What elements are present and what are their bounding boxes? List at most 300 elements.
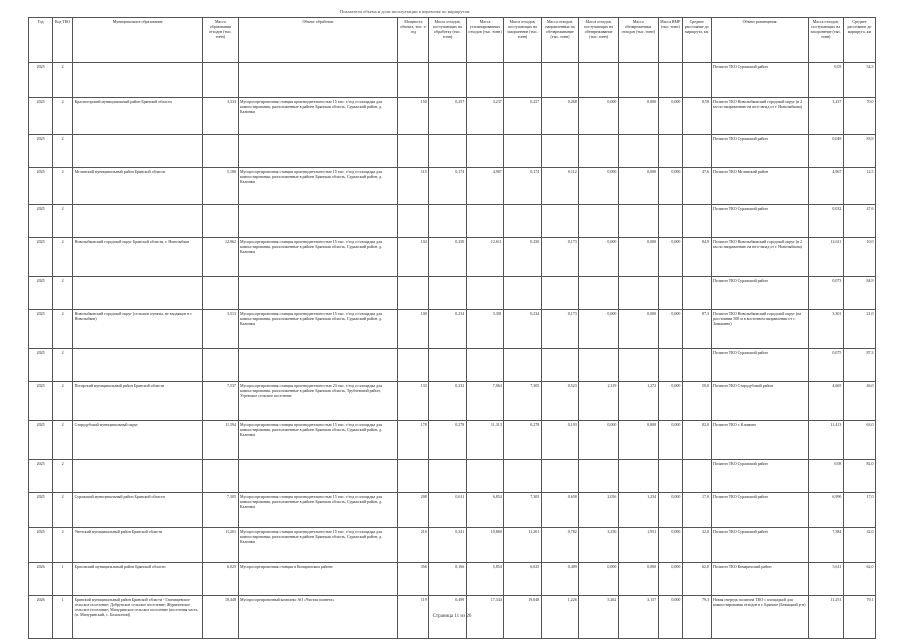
- table-cell-mun: Суражский муниципальный район Брянской области: [73, 493, 203, 528]
- table-cell-v2: 5,854: [466, 563, 503, 596]
- table-cell-v2: [466, 277, 503, 310]
- table-cell-v6: 0,000: [618, 168, 658, 205]
- column-header: Объект обработки: [238, 18, 398, 63]
- table-cell-v7: 0,000: [658, 382, 682, 421]
- table-cell-v3: 0,250: [504, 238, 541, 277]
- table-row: [29, 98, 876, 135]
- table-row: [29, 528, 876, 563]
- table-row: [29, 63, 876, 98]
- table-cell-v5: [579, 349, 619, 382]
- table-cell-v2: 12,611: [466, 238, 503, 277]
- table-cell-dist: [682, 349, 711, 382]
- table-cell-v7: 0,000: [658, 596, 682, 639]
- table-cell-cap: [398, 349, 429, 382]
- table-cell-code: 2: [53, 168, 73, 205]
- column-header: Код ТКО: [53, 18, 73, 63]
- table-cell-cap: 178: [398, 421, 429, 460]
- table-cell-v3: 0,278: [504, 421, 541, 460]
- table-cell-year: 2025: [29, 205, 53, 238]
- table-cell-year: 2025: [29, 528, 53, 563]
- table-cell-mun: Погарский муниципальный район Брянской области: [73, 382, 203, 421]
- table-cell-place: Полигон ТКО Новозыбковский городской округ (в 2 км по направлению на юго-запад от г. Новозыбкова): [711, 98, 808, 135]
- table-cell-m2: 11,413: [808, 421, 843, 460]
- table-cell-v7: 0,000: [658, 238, 682, 277]
- table-cell-d2: 87,3: [843, 349, 875, 382]
- table-cell-dist: 47,6: [682, 168, 711, 205]
- table-cell-v4: [541, 205, 578, 238]
- table-cell-year: 2025: [29, 460, 53, 493]
- column-header: Год: [29, 18, 53, 63]
- table-cell-v6: 0,000: [618, 421, 658, 460]
- table-cell-code: 2: [53, 135, 73, 168]
- column-header: Муниципальное образование: [73, 18, 203, 63]
- table-cell-v5: 0,000: [579, 563, 619, 596]
- table-cell-code: 2: [53, 421, 73, 460]
- table-cell-v1: [429, 460, 466, 493]
- table-cell-mun: [73, 135, 203, 168]
- table-cell-v5: 0,000: [579, 421, 619, 460]
- table-cell-obj: Мусоросортировочная станция производительностью 15 тыс. т/год и площадка для компостирования, расположенные в районе Брянская область, Суражский район, д. Калинки: [238, 238, 398, 277]
- table-cell-v7: [658, 205, 682, 238]
- column-header: Масса отходов, поступающих на обезвреживание (тыс. тонн): [579, 18, 619, 63]
- table-cell-d2: 17,0: [843, 493, 875, 528]
- table-cell-v5: [579, 277, 619, 310]
- table-cell-v4: 0,409: [541, 563, 578, 596]
- table-cell-year: 2025: [29, 349, 53, 382]
- table-cell-place: Полигон ТКО Суражский район: [711, 460, 808, 493]
- table-cell-d2: 32,0: [843, 528, 875, 563]
- table-cell-v6: [618, 349, 658, 382]
- table-cell-v7: 0,000: [658, 168, 682, 205]
- table-cell-code: 2: [53, 528, 73, 563]
- table-cell-cap: 208: [398, 493, 429, 528]
- table-cell-v5: 2,056: [579, 493, 619, 528]
- table-cell-mun: Брасовский муниципальный район Брянской области: [73, 563, 203, 596]
- table-cell-dist: 32,0: [682, 528, 711, 563]
- table-cell-cap: [398, 135, 429, 168]
- table-cell-m2: 4,665: [808, 382, 843, 421]
- table-cell-v2: 11,313: [466, 421, 503, 460]
- table-cell-d2: 21,0: [843, 310, 875, 349]
- table-cell-v5: 3,250: [579, 528, 619, 563]
- super-header: Показатели объема и доли эксплуатации в перевозке по маршрутам: [340, 9, 470, 14]
- table-cell-v4: [541, 349, 578, 382]
- table-cell-place: Полигон ТКО Новозыбковский городской округ (на расстоянии 500 м в восточном направлении от с. Замишево): [711, 310, 808, 349]
- page-footer: Страница 11 из 26: [432, 614, 472, 619]
- table-cell-obj: Мусоросортировочная станция производительностью 15 тыс. т/год и площадка для компостирования, расположенные в районе Брянская область, Суражский район, д. Калинки: [238, 98, 398, 135]
- table-cell-v7: [658, 277, 682, 310]
- table-cell-v4: 0,268: [541, 98, 578, 135]
- table-cell-v4: [541, 63, 578, 98]
- column-header: Масса образования отходов (тыс. тонн): [203, 18, 238, 63]
- table-cell-dist: [682, 277, 711, 310]
- table-cell-year: 2025: [29, 493, 53, 528]
- table-cell-m2: 0,05: [808, 63, 843, 98]
- table-cell-mass: [203, 277, 238, 310]
- table-cell-m2: 0,073: [808, 277, 843, 310]
- table-cell-obj: [238, 460, 398, 493]
- table-cell-m2: 0,032: [808, 205, 843, 238]
- table-cell-cap: 119: [398, 596, 429, 639]
- table-cell-v4: [541, 135, 578, 168]
- table-cell-v4: 0,173: [541, 310, 578, 349]
- table-cell-v7: 0,000: [658, 421, 682, 460]
- table-cell-obj: Мусоросортировочная станция производительностью 15 тыс. т/год и площадка для компостирования, расположенные в районе Брянская область, Суражский район, д. Калинки: [238, 493, 398, 528]
- table-cell-code: 2: [53, 349, 73, 382]
- table-cell-mass: 6,025: [203, 563, 238, 596]
- table-cell-d2: 10,0: [843, 238, 875, 277]
- table-row: [29, 135, 876, 168]
- table-cell-v5: 0,000: [579, 238, 619, 277]
- table-cell-cap: [398, 460, 429, 493]
- table-cell-dist: [682, 63, 711, 98]
- table-cell-v1: 0,499: [429, 596, 466, 639]
- table-cell-v1: 0,278: [429, 421, 466, 460]
- table-cell-v2: 10,860: [466, 528, 503, 563]
- table-cell-d2: 84,9: [843, 277, 875, 310]
- table-cell-cap: 133: [398, 382, 429, 421]
- table-cell-v3: 7,305: [504, 493, 541, 528]
- table-cell-v7: 0,000: [658, 563, 682, 596]
- table-cell-v7: 0,000: [658, 493, 682, 528]
- table-cell-v5: 0,000: [579, 168, 619, 205]
- table-cell-mass: [203, 349, 238, 382]
- table-cell-v2: 17,344: [466, 596, 503, 639]
- table-cell-v6: [618, 205, 658, 238]
- table-cell-obj: [238, 63, 398, 98]
- table-cell-cap: [398, 205, 429, 238]
- table-cell-v3: 0,234: [504, 310, 541, 349]
- table-cell-v4: 1,226: [541, 596, 578, 639]
- table-cell-v4: [541, 277, 578, 310]
- table-cell-v1: [429, 277, 466, 310]
- table-cell-v6: 1,272: [618, 382, 658, 421]
- table-cell-mun: [73, 277, 203, 310]
- table-cell-place: Полигон ТКО Суражский район: [711, 493, 808, 528]
- table-cell-v6: 0,000: [618, 98, 658, 135]
- table-header-row: [29, 18, 876, 63]
- table-cell-d2: 82,0: [843, 460, 875, 493]
- column-header: Масса отходов, поступающих на захоронение (тыс. тонн): [808, 18, 843, 63]
- table-cell-cap: 104: [398, 238, 429, 277]
- table-cell-obj: [238, 277, 398, 310]
- table-cell-dist: 17,0: [682, 493, 711, 528]
- table-cell-v6: [618, 460, 658, 493]
- table-cell-cap: [398, 63, 429, 98]
- table-cell-v3: [504, 205, 541, 238]
- column-header: Мощность объекта, тыс. т/год: [398, 18, 429, 63]
- column-header: Среднее расстояние до маршрута, км: [682, 18, 711, 63]
- table-row: [29, 277, 876, 310]
- table-cell-mass: 3,333: [203, 98, 238, 135]
- table-row: [29, 310, 876, 349]
- table-cell-place: Полигон ТКО Комаричский район: [711, 563, 808, 596]
- table-cell-year: 2025: [29, 421, 53, 460]
- table-cell-place: Полигон ТКО Новозыбковский городской округ (в 2 км по направлению на юго-запад от г. Новозыбкова): [711, 238, 808, 277]
- table-cell-v3: [504, 277, 541, 310]
- table-cell-place: Полигон ТКО г. Климово: [711, 421, 808, 460]
- column-header: Объект размещения: [711, 18, 808, 63]
- table-cell-code: 2: [53, 277, 73, 310]
- table-cell-v2: [466, 460, 503, 493]
- table-cell-v6: [618, 135, 658, 168]
- table-row: [29, 205, 876, 238]
- table-cell-v7: [658, 349, 682, 382]
- waste-flow-table: [28, 17, 876, 639]
- table-cell-cap: 216: [398, 528, 429, 563]
- table-cell-m2: 3,301: [808, 310, 843, 349]
- table-cell-v1: 0,174: [429, 168, 466, 205]
- table-cell-v5: [579, 63, 619, 98]
- table-cell-cap: 100: [398, 310, 429, 349]
- table-cell-dist: 62,0: [682, 563, 711, 596]
- table-cell-v3: [504, 460, 541, 493]
- table-cell-dist: [682, 205, 711, 238]
- column-header: Масса утилизированных отходов (тыс. тонн): [466, 18, 503, 63]
- table-cell-obj: Мусоросортировочная станция производительностью 15 тыс. т/год и площадка для компостирования, расположенные в районе Брянская область, Суражский район, д. Калинки: [238, 168, 398, 205]
- table-cell-v3: 6,025: [504, 563, 541, 596]
- table-cell-v2: 3,237: [466, 98, 503, 135]
- table-cell-obj: Мусоросортировочная станция производительностью 15 тыс. т/год и площадка для компостирования, расположенные в районе Брянская область, Суражский район, д. Калинки: [238, 528, 398, 563]
- table-row: [29, 349, 876, 382]
- table-cell-cap: [398, 277, 429, 310]
- table-cell-mass: 18,448: [203, 596, 238, 639]
- table-cell-code: 2: [53, 310, 73, 349]
- table-cell-d2: 79,1: [843, 596, 875, 639]
- table-cell-mass: 3,513: [203, 310, 238, 349]
- table-cell-mun: Мглинский муниципальный район Брянской области: [73, 168, 203, 205]
- table-cell-code: 2: [53, 205, 73, 238]
- table-cell-v1: 0,234: [429, 310, 466, 349]
- table-cell-v6: 0,000: [618, 310, 658, 349]
- table-cell-mun: Красногорский муниципальный район Брянской области: [73, 98, 203, 135]
- table-cell-mun: [73, 63, 203, 98]
- table-cell-mass: [203, 205, 238, 238]
- table-cell-code: 2: [53, 238, 73, 277]
- table-cell-v1: 0,232: [429, 382, 466, 421]
- table-cell-obj: Мусоросортировочная станция в Комаричском районе: [238, 563, 398, 596]
- table-row: [29, 168, 876, 205]
- table-cell-v4: 0,782: [541, 528, 578, 563]
- table-cell-code: 2: [53, 460, 73, 493]
- table-cell-v1: 0,166: [429, 563, 466, 596]
- table-cell-v1: [429, 63, 466, 98]
- table-cell-place: Полигон ТКО Суражский район: [711, 349, 808, 382]
- table-row: [29, 493, 876, 528]
- table-cell-place: Полигон ТКО Суражский район: [711, 135, 808, 168]
- table-cell-dist: 82,0: [682, 421, 711, 460]
- table-cell-mass: 5,180: [203, 168, 238, 205]
- table-cell-m2: 0,049: [808, 135, 843, 168]
- table-cell-v7: [658, 63, 682, 98]
- table-cell-place: Полигон ТКО Суражский район: [711, 277, 808, 310]
- table-row: [29, 421, 876, 460]
- table-cell-m2: 4,967: [808, 168, 843, 205]
- table-cell-v7: 0,000: [658, 528, 682, 563]
- table-cell-place: Полигон ТКО Стародубский район: [711, 382, 808, 421]
- table-cell-d2: 83,9: [843, 135, 875, 168]
- table-cell-mun: Стародубский муниципальный округ: [73, 421, 203, 460]
- table-cell-mass: 7,537: [203, 382, 238, 421]
- table-cell-place: Полигон ТКО Суражский район: [711, 528, 808, 563]
- table-cell-mass: 11,594: [203, 421, 238, 460]
- table-cell-obj: Мусоросортировочная станция производительностью 23 тыс. т/год и площадка для компостирования, расположенные в районе Брянская область, Трубчевский район, Угревское сельское поселение: [238, 382, 398, 421]
- column-header: Масса отходов, поступающих на обработку (тыс. тонн): [429, 18, 466, 63]
- table-cell-dist: 79,3: [682, 596, 711, 639]
- table-cell-year: 2025: [29, 135, 53, 168]
- table-cell-m2: 3,237: [808, 98, 843, 135]
- column-header: Масса ВМР (тыс. тонн): [658, 18, 682, 63]
- table-cell-place: Полигон ТКО Суражский район: [711, 63, 808, 98]
- table-cell-d2: 54,5: [843, 63, 875, 98]
- table-cell-v3: 11,201: [504, 528, 541, 563]
- table-cell-mass: 7,305: [203, 493, 238, 528]
- table-cell-year: 2025: [29, 168, 53, 205]
- table-cell-v2: 4,967: [466, 168, 503, 205]
- table-cell-obj: Мусоросортировочная станция производительностью 15 тыс. т/год и площадка для компостирования, расположенные в районе Брянская область, Суражский район, д. Калинки: [238, 310, 398, 349]
- table-cell-m2: 5,611: [808, 563, 843, 596]
- table-cell-v3: 0,174: [504, 168, 541, 205]
- table-cell-v2: 7,064: [466, 382, 503, 421]
- table-cell-code: 1: [53, 596, 73, 639]
- table-cell-year: 2025: [29, 310, 53, 349]
- table-cell-v5: [579, 205, 619, 238]
- table-cell-v1: [429, 349, 466, 382]
- table-cell-year: 2025: [29, 277, 53, 310]
- table-cell-mun: Новозыбковский городской округ Брянской области, г. Новозыбков: [73, 238, 203, 277]
- table-cell-obj: [238, 349, 398, 382]
- table-cell-v4: 0,193: [541, 421, 578, 460]
- table-cell-obj: [238, 205, 398, 238]
- table-cell-dist: 50,0: [682, 382, 711, 421]
- table-cell-m2: 6,990: [808, 493, 843, 528]
- table-cell-mun: [73, 205, 203, 238]
- table-cell-code: 2: [53, 63, 73, 98]
- table-cell-code: 2: [53, 382, 73, 421]
- table-cell-v4: 0,173: [541, 238, 578, 277]
- column-header: Масса обезвреженных отходов (тыс. тонн): [618, 18, 658, 63]
- table-cell-cap: 150: [398, 98, 429, 135]
- column-header: Среднее расстояние до маршрута, км: [843, 18, 875, 63]
- table-cell-v3: [504, 135, 541, 168]
- table-cell-m2: 0,075: [808, 349, 843, 382]
- table-cell-v7: [658, 135, 682, 168]
- table-cell-v1: 0,611: [429, 493, 466, 528]
- table-cell-m2: 12,611: [808, 238, 843, 277]
- table-row: [29, 238, 876, 277]
- table-cell-code: 2: [53, 493, 73, 528]
- table-cell-mass: [203, 63, 238, 98]
- table-cell-v4: [541, 460, 578, 493]
- table-cell-v1: [429, 205, 466, 238]
- table-cell-mass: 12,962: [203, 238, 238, 277]
- table-cell-year: 2025: [29, 63, 53, 98]
- table-cell-mass: [203, 135, 238, 168]
- table-cell-mun: [73, 460, 203, 493]
- table-cell-m2: 7,384: [808, 528, 843, 563]
- table-cell-code: 1: [53, 563, 73, 596]
- table-cell-place: Полигон ТКО Мглинский район: [711, 168, 808, 205]
- table-cell-v1: 0,250: [429, 238, 466, 277]
- table-cell-v5: 0,000: [579, 310, 619, 349]
- table-cell-dist: 84,9: [682, 238, 711, 277]
- table-cell-cap: 115: [398, 168, 429, 205]
- table-cell-v3: 7,305: [504, 382, 541, 421]
- table-cell-v5: 0,000: [579, 98, 619, 135]
- table-row: [29, 563, 876, 596]
- table-cell-v6: 0,000: [618, 238, 658, 277]
- table-cell-v4: 0,658: [541, 493, 578, 528]
- table-cell-cap: 356: [398, 563, 429, 596]
- table-cell-v4: 0,523: [541, 382, 578, 421]
- table-cell-mun: [73, 349, 203, 382]
- table-cell-v2: 3,301: [466, 310, 503, 349]
- table-cell-v6: 1,951: [618, 528, 658, 563]
- table-cell-place: Новая очередь полигона ТКО с площадкой для компостирования отходов в г. Брянске (Бежицкий р-н): [711, 596, 808, 639]
- table-cell-v6: 0,000: [618, 563, 658, 596]
- table-cell-obj: [238, 135, 398, 168]
- table-cell-v6: 1,234: [618, 493, 658, 528]
- table-cell-m2: 11,251: [808, 596, 843, 639]
- column-header: Масса отходов, направленных на обезвреживание (тыс. тонн): [541, 18, 578, 63]
- table-cell-v1: [429, 135, 466, 168]
- table-cell-obj: Мусоросортировочный комплекс АО «Чистая планета»: [238, 596, 398, 639]
- table-cell-mass: [203, 460, 238, 493]
- table-cell-year: 2026: [29, 563, 53, 596]
- table-cell-v7: [658, 460, 682, 493]
- table-cell-m2: 0,08: [808, 460, 843, 493]
- table-cell-v1: 0,341: [429, 528, 466, 563]
- table-cell-d2: 63,0: [843, 421, 875, 460]
- table-cell-v3: [504, 63, 541, 98]
- table-row: [29, 460, 876, 493]
- table-cell-d2: 62,0: [843, 563, 875, 596]
- table-cell-dist: [682, 460, 711, 493]
- table-cell-d2: 70,0: [843, 98, 875, 135]
- table-cell-v4: 0,112: [541, 168, 578, 205]
- table-cell-year: 2025: [29, 238, 53, 277]
- table-cell-v5: [579, 460, 619, 493]
- table-cell-v3: 0,257: [504, 98, 541, 135]
- table-cell-v1: 0,257: [429, 98, 466, 135]
- table-cell-v2: 6,854: [466, 493, 503, 528]
- table-cell-d2: 47,6: [843, 205, 875, 238]
- table-cell-v5: 2,119: [579, 382, 619, 421]
- table-cell-obj: Мусоросортировочная станция производительностью 15 тыс. т/год и площадка для компостирования, расположенные в районе Брянская область, Суражский район, д. Калинки: [238, 421, 398, 460]
- table-cell-place: Полигон ТКО Суражский район: [711, 205, 808, 238]
- table-cell-v5: 5,262: [579, 596, 619, 639]
- table-cell-v3: 19,048: [504, 596, 541, 639]
- table-cell-v2: [466, 135, 503, 168]
- table-cell-mass: 11,201: [203, 528, 238, 563]
- table-cell-year: 2025: [29, 98, 53, 135]
- table-cell-mun: Брянский муниципальный район Брянской области - Глинищевское сельское поселение; Добрунское сельское поселение; Журиничское сельское поселение; Мичуринское сельское поселение (восточная часть (п. Мичуринский, с. Балахонов)): [73, 596, 203, 639]
- table-row: [29, 382, 876, 421]
- table-cell-v5: [579, 135, 619, 168]
- table-cell-dist: [682, 135, 711, 168]
- table-cell-mun: Новозыбковский городской округ (сельские пункты, не входящие в г. Новозыбков): [73, 310, 203, 349]
- table-cell-d2: 12,5: [843, 168, 875, 205]
- table-cell-code: 2: [53, 98, 73, 135]
- table-cell-v2: [466, 205, 503, 238]
- table-cell-d2: 46,0: [843, 382, 875, 421]
- table-cell-v6: 3,157: [618, 596, 658, 639]
- table-cell-v6: [618, 63, 658, 98]
- table-cell-v6: [618, 277, 658, 310]
- table-cell-mun: Унечский муниципальный район Брянской области: [73, 528, 203, 563]
- table-cell-v3: [504, 349, 541, 382]
- table-cell-v7: 0,000: [658, 98, 682, 135]
